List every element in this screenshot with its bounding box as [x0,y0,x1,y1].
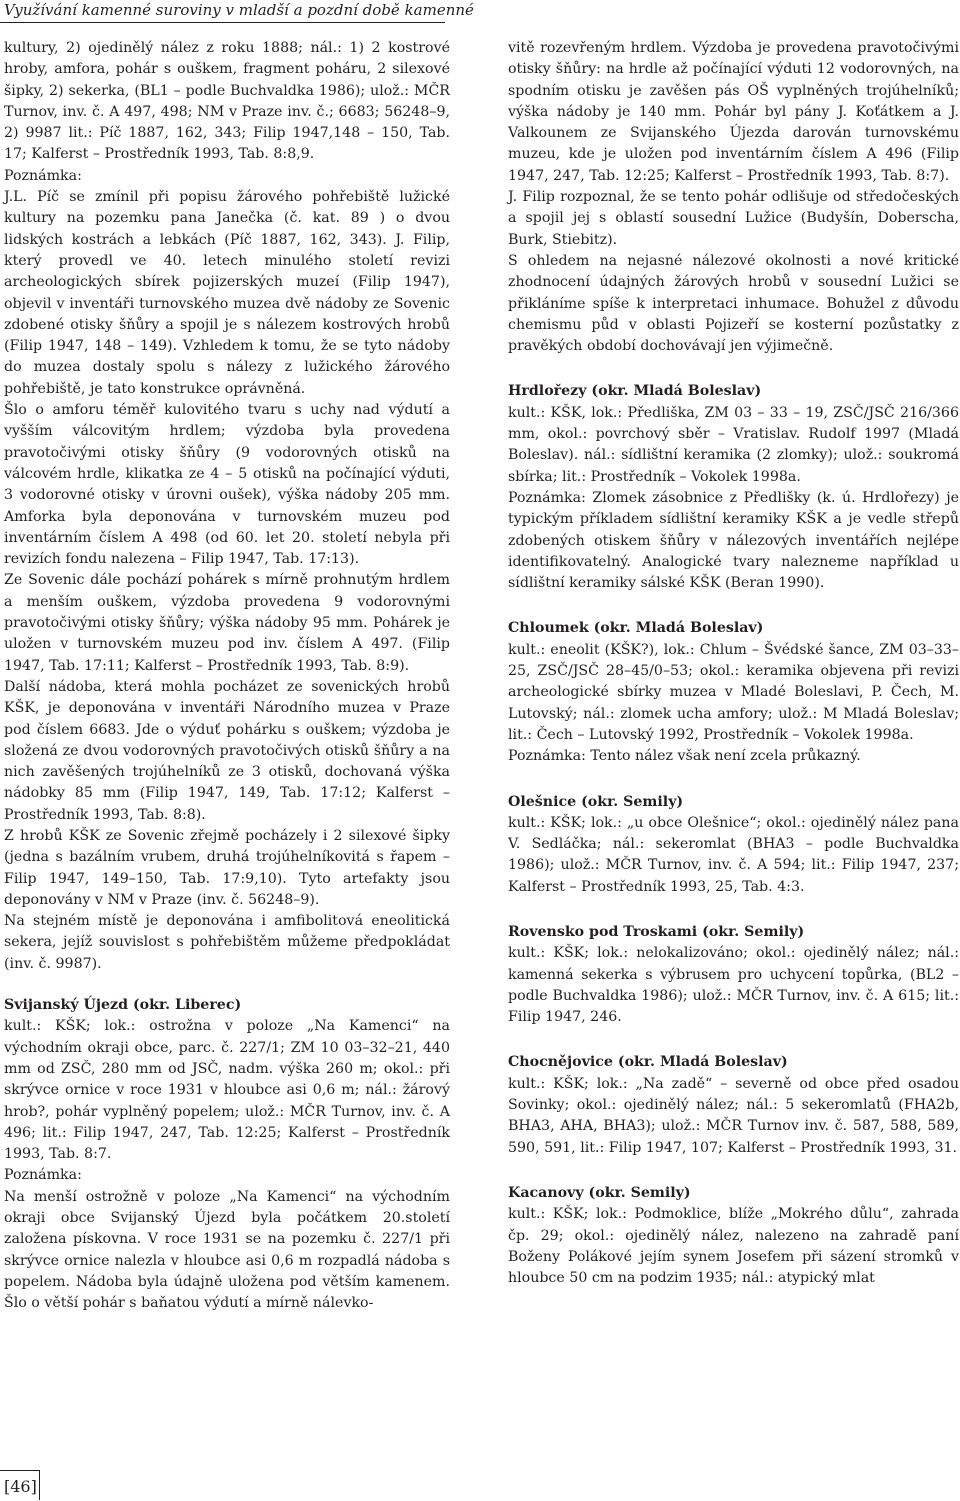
right-column [508,38,959,1289]
site-heading: Chloumek (okr. Mladá Boleslav) [508,620,764,637]
paragraph: Šlo o amforu téměř kulovitého tvaru s uchy nad výdutí a vyšším válcovitým hrdlem; výzdoba byla provedena pravotočivými otisky šňůry (9 vodorovných otisků na válcovém hrdle, klikatka ze 4 – 5 otisků na počínající výduti, 3 vodorovné otisky v úrovni oušek), výška nádoby 205 mm. Amforka byla deponována v turnovském muzeu pod inventárním číslem A 498 (od 60. let 20. století nebyla při revizích fondu nalezena – Filip 1947, Tab. 17:13). [4,402,450,568]
paragraph: Poznámka: Zlomek zásobnice z Předlišky (k. ú. Hrdlořezy) je typickým příkladem sídlištní keramiky KŠK a je vedle střepů zdobených otiskem šňůry v nálezových inventářích nejlépe identifikovatelný. Analogické tvary nalezneme například u sídlištní keramiky sálské KŠK (Beran 1990). [508,489,959,592]
paragraph: kult.: KŠK; lok.: Podmoklice, blíže „Mokrého důlu“, zahrada čp. 29; okol.: ojedinělý nález, nalezeno na zahradě paní Boženy Polákové jejím synem Josefem při sázení stromků v hloubce 50 cm na podzim 1935; nál.: atypický mlat [508,1206,959,1287]
paragraph: kult.: KŠK; lok.: nelokalizováno; okol.: ojedinělý nález; nál.: kamenná sekerka s výbrusem pro uchycení topůrka, (BL2 – podle Buchvaldka 1986); ulož.: MČR Turnov, inv. č. A 615; lit.: Filip 1947, 246. [508,945,959,1026]
paragraph: J.L. Píč se zmínil při popisu žárového pohřebiště lužické kultury na pozemku pana Janečka (č. kat. 89 ) o dvou lidských kostrách a lebkách (Píč 1887, 162, 343). J. Filip, který provedl ve 40. letech minulého století revizi archeologických sbírek pojizerských muzeí (Filip 1947), objevil v inventáři turnovského muzea dvě nádoby ze Sovenic zdobené otisky šňůry a spojil je s nálezem kostrových hrobů (Filip 1947, 148 – 149). Vzhledem k tomu, že se tyto nádoby do muzea dostaly spolu s nálezy z lužického žárového pohřebiště, je tato konstrukce oprávněná. [4,189,450,397]
page-number-box [0,1470,40,1500]
spacer [508,1028,959,1052]
paragraph: Ze Sovenic dále pochází pohárek s mírně prohnutým hrdlem a menším ouškem, výzdoba provedena 9 vodorovnými pravotočivými otisky šňůry; výška nádoby 95 mm. Pohárek je uložen v turnovském muzeu pod inv. číslem A 497. (Filip 1947, Tab. 17:11; Kalferst – Prostředník 1993, Tab. 8:9). [4,572,450,674]
site-heading: Olešnice (okr. Semily) [508,793,684,810]
paragraph: kult.: KŠK; lok.: „u obce Olešnice“; okol.: ojedinělý nález pana V. Sedláčka; nál.: sekeromlat (BHA3 – podle Buchvaldka 1986); ulož.: MČR Turnov, inv. č. A 594; lit.: Filip 1947, 237; Kalferst – Prostředník 1993, 25, Tab. 4:3. [508,814,959,895]
spacer [508,898,959,922]
paragraph: kult.: KŠK, lok.: Předliška, ZM 03 – 33 – 19, ZSČ/JSČ 216/366 mm, okol.: povrchový sběr – Vratislav. Rudolf 1997 (Mladá Boleslav). nál.: sídlištní keramika (2 zlomky); ulož.: soukromá sbírka; lit.: Prostředník – Vokolek 1998a. [508,404,959,485]
paragraph: Poznámka: Tento nález však není zcela průkazný. [508,748,861,765]
site-heading: Kacanovy (okr. Semily) [508,1184,691,1201]
paragraph: kult.: KŠK; lok.: „Na zadě“ – severně od obce před osadou Sovinky; okol.: ojedinělý nález; nál.: 5 sekeromlatů (FHA2b, BHA3, AHA, BHA3); ulož.: MČR Turnov inv. č. 587, 588, 589, 590, 591, lit.: Filip 1947, 107; Kalferst – Prostředník 1993, 31. [508,1075,959,1156]
note-label: Poznámka: [4,1167,82,1184]
paragraph: kult.: eneolit (KŠK?), lok.: Chlum – Švédské šance, ZM 03–33–25, ZSČ/JSČ 28–45/0–53; okol.: keramika objevena při revizi archeologické sbírky muzea v Mladé Boleslavi, P. Čech, M. Lutovský; nál.: zlomek ucha amfory; ulož.: M Mladá Boleslav; lit.: Čech – Lutovský 1992, Prostředník – Vokolek 1998a. [508,641,959,743]
spacer [4,975,450,995]
spacer [508,1159,959,1183]
spacer [508,594,959,618]
paragraph: S ohledem na nejasné nálezové okolnosti a nové kritické zhodnocení údajných žárových hrobů v sousední Lužici se přikláníme spíše k interpretaci inhumace. Bohužel z důvodu chemismu půd v oblasti Pojizeří se kosterní pozůstatky z pravěkých období dochovávají jen výjimečně. [508,252,959,355]
paragraph: Z hrobů KŠK ze Sovenic zřejmě pocházely i 2 silexové šipky (jedna s bazálním vrubem, druhá trojúhelníkovitá s řapem – Filip 1947, 149–150, Tab. 17:9,10). Tyto artefakty jsou deponovány v NM v Praze (inv. č. 56248–9). [4,827,450,908]
spacer [508,768,959,792]
paragraph: J. Filip rozpoznal, že se tento pohár odlišuje od středočeských a spojil jej s oblastí sousední Lužice (Budyšín, Doberscha, Burk, Stiebitz). [508,189,959,248]
paragraph: vitě rozevřeným hrdlem. Výzdoba je provedena pravotočivými otisky šňůry: na hrdle až počínající výduti 12 vodorovných, na spodním otisku je zavěšen pás OŠ vyplněných trojúhelníků; výška nádoby je 140 mm. Pohár byl pány J. Koťátkem a J. Valkounem ze Svijanského Újezda darován turnovskému muzeu, kde je uložen pod inventárním číslem A 496 (Filip 1947, 247, Tab. 12:25; Kalferst – Prostředník 1993, Tab. 8:7). [508,40,959,184]
note-label: Poznámka: [4,167,82,184]
site-heading: Chocnějovice (okr. Mladá Boleslav) [508,1054,788,1071]
paragraph: Na menší ostrožně v poloze „Na Kamenci“ na východním okraji obce Svijanský Újezd byla počátkem 20.století založena pískovna. V roce 1931 se na pozemku č. 227/1 při skrývce ornice nalezla v hloubce asi 0,6 m rozpadlá nádoba s popelem. Nádoba byla údajně uložena pod větším kamenem. Šlo o větší pohár s baňatou výdutí a mírně nálevko- [4,1188,450,1312]
spacer [508,357,959,381]
site-heading: Hrdlořezy (okr. Mladá Boleslav) [508,383,762,400]
site-heading: Svijanský Újezd (okr. Liberec) [4,997,242,1014]
site-heading: Rovensko pod Troskami (okr. Semily) [508,923,805,940]
paragraph: kult.: KŠK; lok.: ostrožna v poloze „Na Kamenci“ na východním okraji obce, parc. č. 227/1; ZM 10 03–32–21, 440 mm od ZSČ, 280 mm od JSČ, nadm. výška 260 m; okol.: při skrývce ornice v roce 1931 v hloubce asi 0,6 m; nál.: žárový hrob?, pohár vyplněný popelem; ulož.: MČR Turnov, inv. č. A 496; lit.: Filip 1947, 247, Tab. 12:25; Kalferst – Prostředník 1993, Tab. 8:7. [4,1018,450,1163]
paragraph: kultury, 2) ojedinělý nález z roku 1888; nál.: 1) 2 kostrové hroby, amfora, pohár s ouškem, fragment poháru, 2 silexové šipky, 2) sekerka, (BL1 – podle Buchvaldka 1986); ulož.: MČR Turnov, inv. č. A 497, 498; NM v Praze inv. č.; 6683; 56248–9, 2) 9987 lit.: Píč 1887, 162, 343; Filip 1947,148 – 150, Tab. 17; Kalferst – Prostředník 1993, Tab. 8:8,9. [4,40,450,163]
paragraph: Na stejném místě je deponována i amfibolitová eneolitická sekera, jejíž souvislost s pohřebištěm můžeme předpokládat (inv. č. 9987). [4,913,450,972]
running-header: Využívání kamenné suroviny v mladší a pozdní době kamenné [4,1,474,19]
header-rule [0,22,445,23]
page-number: [46] [4,1477,37,1496]
left-column [4,38,450,1315]
paragraph: Další nádoba, která mohla pocházet ze sovenických hrobů KŠK, je deponována v inventáři Národního muzea v Praze pod číslem 6683. Jde o výduť pohárku s ouškem; výzdoba je složená ze dvou vodorovných pravotočivých otisků šňůry a na nich zavěšených trojúhelníků ze 3 otisků, dochovaná výška nádobky 85 mm (Filip 1947, 149, Tab. 17:12; Kalferst – Prostředník 1993, Tab. 8:8). [4,678,450,823]
